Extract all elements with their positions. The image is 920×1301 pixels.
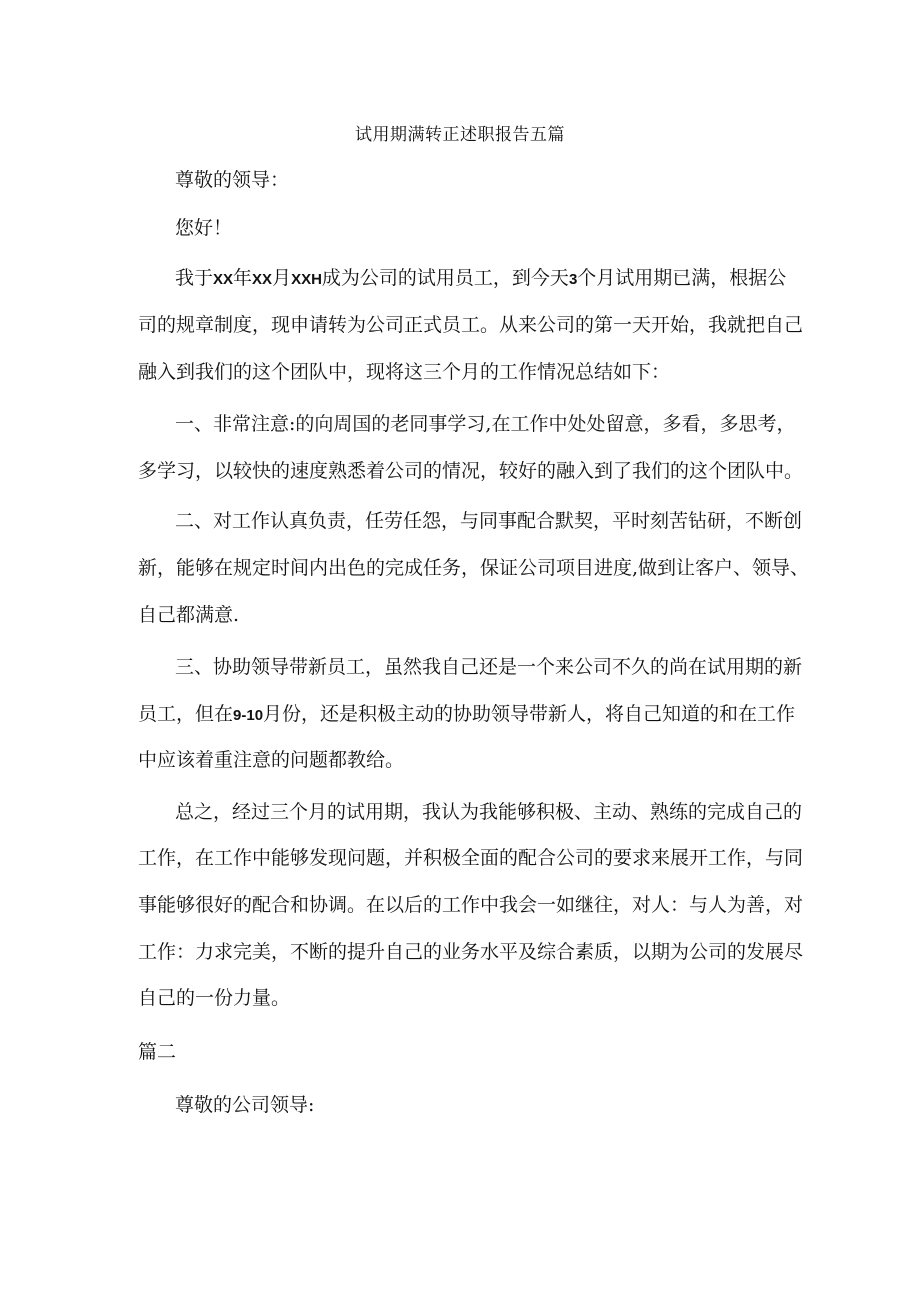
paragraph-2-line-1: 一、非常注意:的向周国的老同事学习,在工作中处处留意，多看，多思考， xyxy=(175,413,796,435)
text-segment-bold: 3 xyxy=(568,271,578,288)
paragraph-1-line-2: 司的规章制度，现申请转为公司正式员工。从来公司的第一天开始，我就把自己 xyxy=(138,314,804,336)
paragraph-5-line-2: 工作，在工作中能够发现问题，并积极全面的配合公司的要求来展开工作，与同 xyxy=(138,847,804,869)
paragraph-3-line-2: 新，能够在规定时间内出色的完成任务，保证公司项目进度,做到让客户、领导、 xyxy=(138,557,810,579)
paragraph-4-line-2 xyxy=(138,702,796,728)
paragraph-5-line-5: 自己的一份力量。 xyxy=(138,987,291,1009)
text-segment: 个月试用期已满，根据公 xyxy=(577,267,787,289)
paragraph-4-line-3: 中应该着重注意的问题都教给。 xyxy=(138,749,405,771)
paragraph-3-line-1: 二、对工作认真负责，任劳任怨，与同事配合默契，平时刻苦钻研，不断创 xyxy=(175,510,803,532)
paragraph-3-line-3: 自己都满意. xyxy=(138,604,240,626)
paragraph-5-line-3: 事能够很好的配合和协调。在以后的工作中我会一如继往，对人：与人为善，对 xyxy=(138,894,804,916)
paragraph-5-line-1: 总之，经过三个月的试用期，我认为我能够积极、主动、熟练的完成自己的 xyxy=(175,801,803,823)
paragraph-1-line-1 xyxy=(175,266,787,292)
text-segment-bold: XX xyxy=(252,271,273,288)
text-segment: 员工，但在 xyxy=(138,703,234,725)
paragraph-2-line-2: 多学习，以较快的速度熟悉着公司的情况，较好的融入到了我们的这个团队中。 xyxy=(138,460,804,482)
text-segment-bold: XX xyxy=(213,271,234,288)
paragraph-1-line-3: 融入到我们的这个团队中，现将这三个月的工作情况总结如下： xyxy=(138,361,671,383)
text-segment: 月 xyxy=(272,267,292,289)
text-segment: 年 xyxy=(233,267,253,289)
document-title: 试用期满转正述职报告五篇 xyxy=(355,125,565,145)
paragraph-4-line-1: 三、协助领导带新员工，虽然我自己还是一个来公司不久的尚在试用期的新 xyxy=(175,656,803,678)
text-segment-bold: XXH xyxy=(291,271,322,288)
text-segment: 我于 xyxy=(175,267,214,289)
paragraph-5-line-4: 工作：力求完美，不断的提升自己的业务水平及综合素质，以期为公司的发展尽 xyxy=(138,941,804,963)
text-segment: 月份，还是积极主动的协助领导带新人，将自己知道的和在工作 xyxy=(263,703,796,725)
section-heading: 篇二 xyxy=(138,1041,177,1063)
text-segment-bold: 9-10 xyxy=(233,707,264,724)
salutation: 尊敬的领导： xyxy=(175,169,290,191)
greeting: 您好！ xyxy=(175,217,233,239)
section-2-salutation: 尊敬的公司领导: xyxy=(175,1094,315,1116)
text-segment: 成为公司的试用员工，到今天 xyxy=(321,267,569,289)
